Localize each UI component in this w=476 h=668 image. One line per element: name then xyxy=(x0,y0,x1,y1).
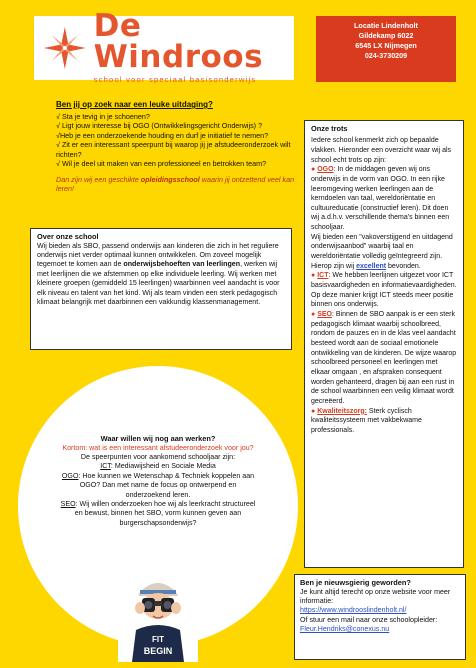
trots-ogo-aanbod: Wij bieden een "vakoverstijgend en uitdagend onderwijsaanbod" waarbij taal en wereldoriëntatie volledig geïntegreerd zijn. xyxy=(311,233,453,261)
about-text: Wij bieden als SBO, passend onderwijs aan kinderen die zich in het reguliere onderwijs niet verder optimaal kunnen ontwikkelen. Om zoveel mogelijk tegemoet te komen aan de onderwijsbehoeften van leerlingen, werken wij met leerlijnen die we afstemmen op elke individuele leerling. Wij werken met kleinere groepen (gemiddeld 15 leerlingen) waarbinnen veel aandacht is voor elk niveau en talent van het kind. Wij als team vinden een sterk pedagogisch klimaat belangrijk met daarbinnen een vakkundig klassenmanagement. xyxy=(37,241,280,306)
trots-seo: ● SEO: Binnen de SBO aanpak is er een sterk pedagogisch klimaat waarbij schoolbreed, rondom de pauzes en in de klas veel aandacht besteed wordt aan de sociaal emotionele ontwikkeling van de kinderen. De wijze waarop schoolbreed personeel en leerlingen met elkaar omgaan , en afspraken consequent worden gehanteerd, dragen bij aan een rust in de school waarbinnen een veilig klimaat wordt gecreëerd. xyxy=(311,311,457,405)
werken-seo: SEO: Wij willen onderzoeken hoe wij als leerkracht structureel en bewust, binnen het SBO, vorm kunnen geven aan burgerschapsonderwijs? xyxy=(60,499,256,527)
intro-bullet: √ Sta je tevig in je schoenen? xyxy=(56,111,150,121)
werken-ogo: OGO: Hoe kunnen we Wetenschap & Techniek koppelen aan OGO? Dan met name de focus op ontwerpend en onderzoekend leren. xyxy=(61,471,255,499)
intro-section xyxy=(56,100,296,194)
contact-location: Locatie Lindenholt xyxy=(354,21,418,30)
about-title: Over onze school xyxy=(37,232,99,241)
werken-speerpunten: De speerpunten voor aankomend schooljaar zijn: xyxy=(80,453,236,462)
trots-box xyxy=(304,120,464,568)
intro-title: Ben jij op zoek naar een leuke uitdaging? xyxy=(56,100,213,109)
intro-bullet: √ Wil je deel uit maken van een professioneel en betrokken team? xyxy=(56,159,267,169)
child-binoculars-photo xyxy=(118,572,198,662)
werken-kortom: Kortom: wat is een interessant afstudeeronderzoek voor jou? xyxy=(62,443,254,452)
nieuws-title: Ben je nieuwsgierig geworden? xyxy=(300,578,411,587)
trots-ict: ● ICT: We hebben leerlijnen uitgezet voor ICT basisvaardigheden en informatievaardigheden. Op deze manier krijgt ICT steeds meer positie binnen ons onderwijs. xyxy=(311,272,457,309)
nieuws-box xyxy=(294,574,466,660)
nieuws-mail-text: Of stuur een mail naar onze schoolopleider: xyxy=(300,615,438,624)
trots-ogo-excellent: Hierop zijn wij excellent bevonden. xyxy=(311,262,421,270)
trots-kwaliteitszorg: ● Kwaliteitszorg: Sterk cyclisch kwaliteitssysteem met vakbekwame professionals. xyxy=(311,407,422,434)
nieuws-text: Je kunt altijd terecht op onze website voor meer informatie: xyxy=(300,587,451,606)
intro-bullet: √ Ligt jouw interesse bij OGO (Ontwikkelingsgericht Onderwijs) ? xyxy=(56,121,263,131)
logo-name: De Windroos xyxy=(93,8,264,75)
contact-street: Gildekamp 6022 xyxy=(358,31,414,41)
about-box xyxy=(30,228,292,350)
logo xyxy=(34,8,294,84)
intro-bullet: √ Zit er een interessant speerpunt bij waarop jij je afstudeeronderzoek wilt richten? xyxy=(56,140,291,159)
windroos-compass-icon xyxy=(42,22,88,74)
website-link[interactable]: https://www.windrooslindenholt.nl/ xyxy=(300,606,407,615)
intro-cta: Dan zijn wij een geschikte opleidingsschool waarin jij ontzettend veel kan leren! xyxy=(56,174,295,194)
intro-bullet: √Heb je een onderzoekende houding en durf je initiatief te nemen? xyxy=(56,130,269,140)
trots-ogo: ● OGO: In de middagen geven wij ons onderwijs in de vorm van OGO. In een rijke leeromgeving werken leerlingen aan de kerndoelen van taal, wereldoriëntatie en cultuureducatie (constructief leren). Dit doen wij a.d.h.v. verschillende thema's binnen een schooljaar. xyxy=(311,166,450,232)
contact-city: 6545 LX Nijmegen xyxy=(355,41,417,51)
werken-section xyxy=(58,434,258,528)
shirt-text: BEGIN xyxy=(143,646,173,656)
svg-text:FIT: FIT xyxy=(152,635,164,644)
trots-intro: Iedere school kenmerkt zich op bepaalde vlakken. Hieronder een overzicht waar wij als school echt trots op zijn: xyxy=(311,137,452,164)
contact-box xyxy=(316,16,456,82)
contact-phone: 024-3730209 xyxy=(364,51,408,61)
logo-tagline: school voor speciaal basisonderwijs xyxy=(93,75,257,84)
werken-ict: ICT: Mediawijsheid en Sociale Media xyxy=(100,462,216,471)
trots-title: Onze trots xyxy=(311,124,348,133)
email-link[interactable]: Fleur.Hendriks@conexus.nu xyxy=(300,625,390,634)
werken-title: Waar willen wij nog aan werken? xyxy=(100,434,216,443)
